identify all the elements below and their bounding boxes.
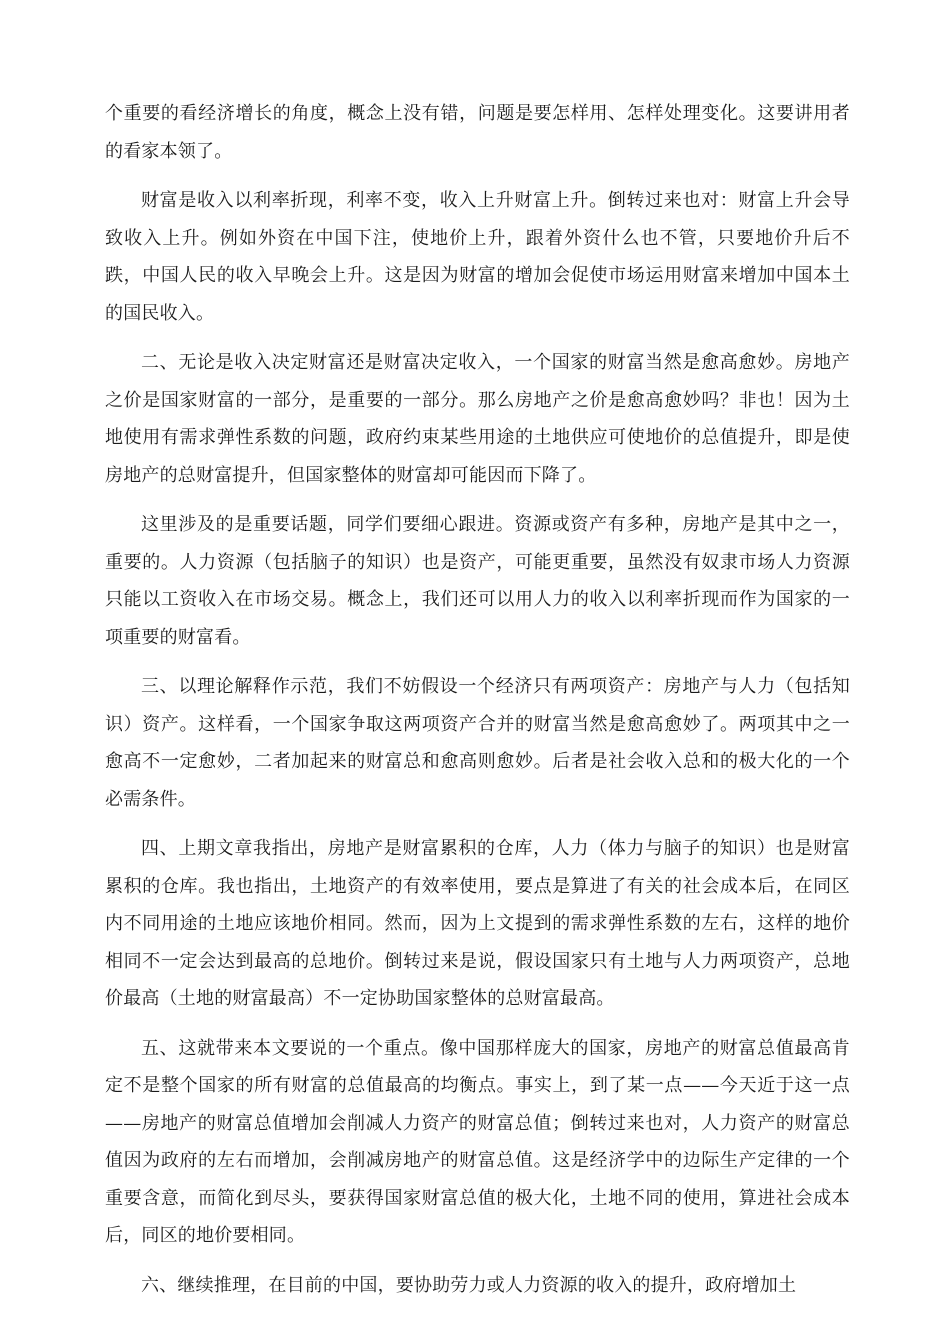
paragraph-5: 三、以理论解释作示范，我们不妨假设一个经济只有两项资产：房地产与人力（包括知识）资产。这样看，一个国家争取这两项资产合并的财富当然是愈高愈妙了。两项其中之一愈高不一定愈妙，二者加起来的财富总和愈高则愈妙。后者是社会收入总和的极大化的一个必需条件。: [105, 676, 850, 810]
paragraph-8: 六、继续推理，在目前的中国，要协助劳力或人力资源的收入的提升，政府增加土: [141, 1274, 797, 1296]
paragraph-1: 个重要的看经济增长的角度，概念上没有错，问题是要怎样用、怎样处理变化。这要讲用者的看家本领了。: [105, 103, 850, 162]
paragraph-4: 这里涉及的是重要话题，同学们要细心跟进。资源或资产有多种，房地产是其中之一，重要的。人力资源（包括脑子的知识）也是资产，可能更重要，虽然没有奴隶市场人力资源只能以工资收入在市场交易。概念上，我们还可以用人力的收入以利率折现而作为国家的一项重要的财富看。: [105, 514, 850, 648]
paragraph-7: 五、这就带来本文要说的一个重点。像中国那样庞大的国家，房地产的财富总值最高肯定不是整个国家的所有财富的总值最高的均衡点。事实上，到了某一点——今天近于这一点——房地产的财富总值增加会削减人力资产的财富总值；倒转过来也对，人力资产的财富总值因为政府的左右而增加，会削减房地产的财富总值。这是经济学中的边际生产定律的一个重要含意，而简化到尽头，要获得国家财富总值的极大化，土地不同的使用，算进社会成本后，同区的地价要相同。: [105, 1037, 850, 1246]
paragraph-6: 四、上期文章我指出，房地产是财富累积的仓库，人力（体力与脑子的知识）也是财富累积的仓库。我也指出，土地资产的有效率使用，要点是算进了有关的社会成本后，在同区内不同用途的土地应该地价相同。然而，因为上文提到的需求弹性系数的左右，这样的地价相同不一定会达到最高的总地价。倒转过来是说，假设国家只有土地与人力两项资产，总地价最高（土地的财富最高）不一定协助国家整体的总财富最高。: [105, 838, 850, 1009]
document-body: [105, 95, 850, 1316]
paragraph-3: 二、无论是收入决定财富还是财富决定收入，一个国家的财富当然是愈高愈妙。房地产之价是国家财富的一部分，是重要的一部分。那么房地产之价是愈高愈妙吗？非也！因为土地使用有需求弹性系数的问题，政府约束某些用途的土地供应可使地价的总值提升，即是使房地产的总财富提升，但国家整体的财富却可能因而下降了。: [105, 352, 850, 486]
paragraph-2: 财富是收入以利率折现，利率不变，收入上升财富上升。倒转过来也对：财富上升会导致收入上升。例如外资在中国下注，使地价上升，跟着外资什么也不管，只要地价升后不跌，中国人民的收入早晚会上升。这是因为财富的增加会促使市场运用财富来增加中国本土的国民收入。: [105, 190, 850, 324]
